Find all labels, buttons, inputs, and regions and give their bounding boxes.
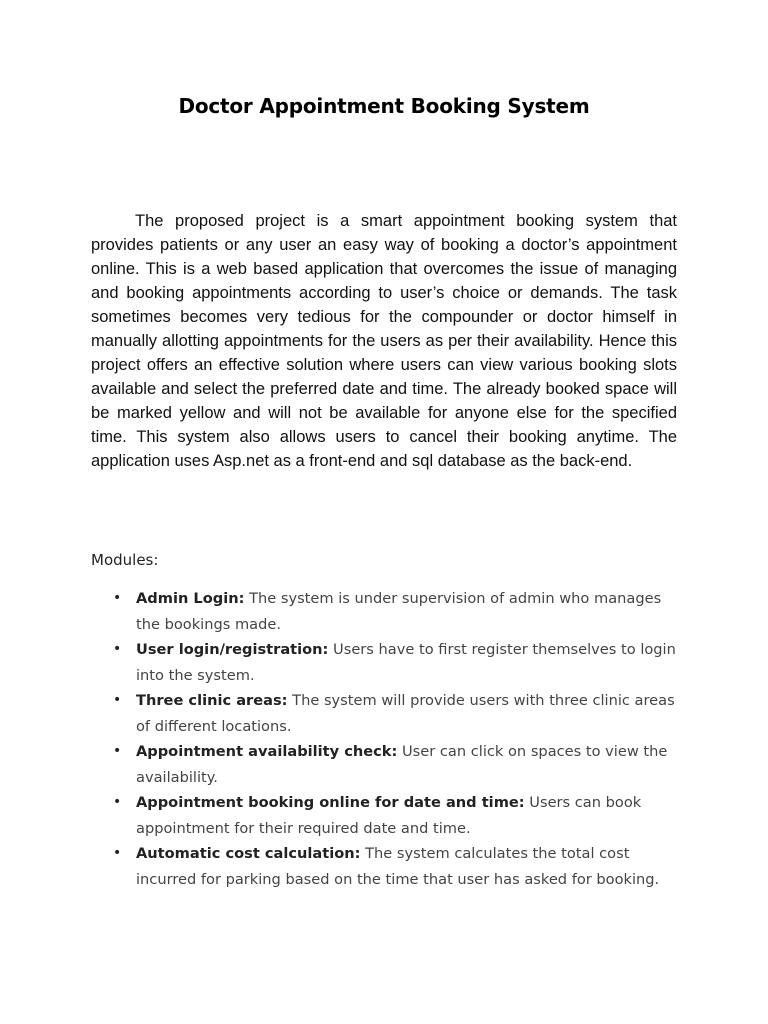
bullet-icon: • xyxy=(113,845,122,861)
module-description: Users can book appointment for their required date and time. xyxy=(136,794,642,837)
list-item xyxy=(0,586,676,637)
module-name: Three clinic areas: xyxy=(136,692,288,709)
module-description: The system will provide users with three clinic areas of different locations. xyxy=(136,692,675,735)
module-description: User can click on spaces to view the availability. xyxy=(136,743,668,786)
list-item xyxy=(0,688,676,739)
bullet-icon: • xyxy=(113,692,122,708)
modules-list xyxy=(0,586,768,892)
list-item xyxy=(0,841,676,892)
modules-heading: Modules: xyxy=(91,551,159,569)
module-name: Automatic cost calculation: xyxy=(136,845,361,862)
bullet-icon: • xyxy=(113,794,122,810)
document-title: Doctor Appointment Booking System xyxy=(178,94,590,118)
bullet-icon: • xyxy=(113,743,122,759)
module-name: Admin Login: xyxy=(136,590,245,607)
bullet-icon: • xyxy=(113,590,122,606)
module-name: Appointment availability check: xyxy=(136,743,398,760)
module-description: Users have to first register themselves to login into the system. xyxy=(136,641,676,684)
module-description: The system is under supervision of admin who manages the bookings made. xyxy=(136,590,662,633)
list-item xyxy=(0,790,676,841)
list-item xyxy=(0,637,676,688)
module-name: User login/registration: xyxy=(136,641,329,658)
module-name: Appointment booking online for date and time: xyxy=(136,794,525,811)
list-item xyxy=(0,739,676,790)
module-description: The system calculates the total cost incurred for parking based on the time that user has asked for booking. xyxy=(136,845,660,888)
intro-paragraph: The proposed project is a smart appointment booking system that provides patients or any user an easy way of booking a doctor’s appointment online. This is a web based application that overcomes the issue of managing and booking appointments according to user’s choice or demands. The task sometimes becomes very tedious for the compounder or doctor himself in manually allotting appointments for the users as per their availability. Hence this project offers an effective solution where users can view various booking slots available and select the preferred date and time. The already booked space will be marked yellow and will not be available for anyone else for the specified time. This system also allows users to cancel their booking anytime. The application uses Asp.net as a front-end and sql database as the back-end. xyxy=(91,212,677,470)
bullet-icon: • xyxy=(113,641,122,657)
